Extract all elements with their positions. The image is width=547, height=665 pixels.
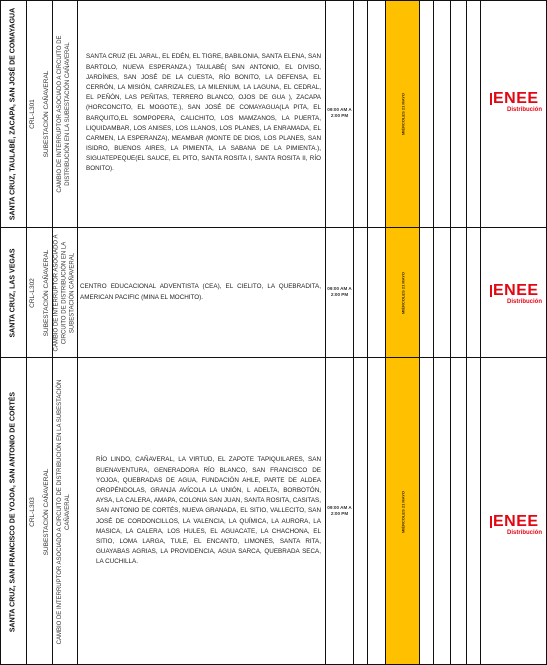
enee-logo — [493, 91, 543, 113]
empty-cell — [467, 228, 481, 357]
enee-logo-subtitle: Distribución — [506, 530, 542, 536]
empty-cell — [420, 358, 434, 665]
work-description: CAMBIO DE INTERRUPTOR ASOCIADO A CIRCUITO DE DISTRIBUCIÓN EN LA SUBESTACIÓN CAÑAVERAL — [53, 234, 75, 351]
circuit-id: CRL-L303 — [28, 496, 36, 527]
enee-logo-subtitle: Distribución — [506, 299, 542, 305]
empty-cell — [451, 228, 467, 357]
empty-cell — [354, 0, 368, 227]
empty-cell — [354, 228, 368, 357]
time-cell — [326, 228, 354, 357]
area-cell — [0, 0, 27, 227]
empty-cell — [434, 228, 451, 357]
schedule-row — [0, 0, 547, 227]
enee-logo-text: ENEE — [493, 513, 539, 530]
affected-places: SANTA CRUZ (EL JARAL, EL EDÉN, EL TIGRE, BABILONIA, SANTA ELENA, SAN BARTOLO, NUEVA ESPERANZA.) TAULABÉ( SAN ANTONIO, EL DIVISO, JARDÍNES, SAN JOSÉ DE LA CUESTA, RÍO BONITO, LA DEFENSA, EL CERRÓN, LA MISIÓN, CARRIZALES, LA MILENIUM, LA LAGUNA, EL CEDRAL, EL PEÑÓN, LAS PEÑITAS, TERRERO BLANCO, OJOS DE GUA ), ZACAPA (HORCONCITO, EL MOGOTE.), SAN JOSÉ DE COMAYAGUA(LA PITA, EL BARQUITO,EL SOMPOPERA, CALICHITO, LOS MAMZANOS, LA PUERTA, LIQUIDAMBAR, LOS ANISES, LOS LLANOS, LOS PLANES, LA ENRAMADA, EL CARMEN, LA ESPERANZA), MEAMBAR (MONTE DE DIOS, LOS PLANES, SAN ISIDRO, BUENOS AIRES, LA PIMIENTA, LA SABANA DE LA PIMIENTA.), SIGUATEPEQUE(EL SAUCE, EL PITO, SANTA ROSITA I, SANTA ROSITA II, RÍO BONITO). — [86, 53, 321, 173]
empty-cell — [368, 228, 386, 357]
places-cell — [78, 228, 326, 357]
date-cell — [386, 358, 420, 665]
circuit-substation-cell — [27, 358, 53, 665]
enee-logo — [493, 283, 543, 305]
affected-places: CENTRO EDUCACIONAL ADVENTISTA (CEA), EL CIELITO, LA QUEBRADITA, AMERICAN PACIFIC (MINA EL MOCHITO). — [80, 283, 321, 301]
substation-name: SUBESTACIÓN CAÑAVERAL — [42, 249, 50, 336]
time-end: 2:00 PM — [330, 292, 349, 298]
enee-logo-subtitle: Distribución — [506, 107, 542, 113]
empty-cell — [354, 358, 368, 665]
date-cell — [386, 228, 420, 357]
empty-cell — [467, 0, 481, 227]
time-start: 09:00 AM A — [327, 106, 352, 112]
empty-cell — [467, 358, 481, 665]
date-cell — [386, 0, 420, 227]
row-divider — [0, 0, 547, 1]
schedule-row — [0, 358, 547, 665]
enee-logo-text: ENEE — [493, 90, 539, 107]
empty-cell — [434, 0, 451, 227]
area-cell — [0, 228, 27, 357]
places-cell — [78, 0, 326, 227]
circuit-id: CRL-L302 — [28, 277, 36, 308]
empty-cell — [434, 358, 451, 665]
time-start: 09:00 AM A — [327, 285, 352, 291]
date-label: MIÉRCOLES 21 MAYO — [400, 271, 405, 314]
time-end: 2:00 PM — [330, 511, 349, 517]
logo-bar-icon — [490, 516, 492, 528]
empty-cell — [451, 358, 467, 665]
logo-bar-icon — [490, 93, 492, 105]
substation-name: SUBESTACIÓN CAÑAVERAL — [42, 70, 50, 157]
circuit-substation-cell — [27, 228, 53, 357]
circuit-substation-cell — [27, 0, 53, 227]
empty-cell — [420, 228, 434, 357]
area-label: SANTA CRUZ, SAN FRANCISCO DE YOJOA, SAN ANTONIO DE CORTÉS — [9, 391, 17, 632]
empty-cell — [368, 0, 386, 227]
logo-bar-icon — [490, 285, 492, 297]
date-label: MIÉRCOLES 21 MAYO — [400, 92, 405, 135]
description-cell — [53, 0, 78, 227]
time-start: 09:00 AM A — [327, 504, 352, 510]
area-label: SANTA CRUZ, TAULABÉ, ZACAPA, SAN JOSÉ DE COMAYAGUA — [9, 7, 17, 220]
time-cell — [326, 358, 354, 665]
empty-cell — [420, 0, 434, 227]
enee-logo-text: ENEE — [493, 282, 539, 299]
circuit-id: CRL-L301 — [28, 98, 36, 129]
date-label: MIÉRCOLES 21 MAYO — [400, 490, 405, 533]
enee-logo — [493, 514, 543, 536]
work-description: CAMBIO DE INTERRUPTOR ASOCIADO A CIRCUITO DE DISTRIBUCIÓN EN LA SUBESTACIÓN CAÑAVERAL — [57, 379, 71, 644]
description-cell — [53, 228, 78, 357]
area-cell — [0, 358, 27, 665]
table-left-border — [0, 0, 1, 665]
empty-cell — [451, 0, 467, 227]
time-end: 2:00 PM — [330, 113, 349, 119]
time-cell — [326, 0, 354, 227]
work-description: CAMBIO DE INTERRUPTOR ASOCIADO A CIRCUITO DE DISTRIBUCIÓN EN LA SUBESTACIÓN CAÑAVERAL — [57, 34, 71, 193]
substation-name: SUBESTACIÓN CAÑAVERAL — [42, 468, 50, 555]
description-cell — [53, 358, 78, 665]
empty-cell — [368, 358, 386, 665]
affected-places: RÍO LINDO, CAÑAVERAL, LA VIRTUD, EL ZAPOTE TAPIQUILARES, SAN BUENAVENTURA, GENERADORA RÍO BLANCO, SAN FRANCISCO DE YOJOA, QUEBRADAS DE AGUA, FUNDACIÓN AHLE, PARTE DE ALDEA OROPÉNDOLAS, GRANJA AVÍCOLA LA UNIÓN, L ADELTA, BORBOTÓN, AYSA, LA CALERA, AMAPA, COLONIA SAN JUAN, SANTA ROSITA, CASITAS, SAN ANTONIO DE CORTÉS, NUEVA GRANADA, EL SITIO, VALLECITO, SAN JOSÉ DE CORDONCILLOS, LA VALENCIA, LA QUÍMICA, LA AURORA, LA MASICA, LA CALERA, LOS HULES, EL AGUACATE, LA CHACHONA, EL SITIO, LOMA LARGA, TULE, EL ENCANTO, LIMONES, SANTA RITA, GUAYABAS AGRIAS, LA PROVIDENCIA, AGUA SARCA, QUEBRADA SECA, LA CUCHILLA. — [96, 456, 321, 566]
row-divider — [0, 227, 547, 228]
places-cell — [78, 358, 326, 665]
area-label: SANTA CRUZ, LAS VEGAS — [9, 247, 17, 338]
row-divider — [0, 357, 547, 358]
schedule-row — [0, 228, 547, 357]
